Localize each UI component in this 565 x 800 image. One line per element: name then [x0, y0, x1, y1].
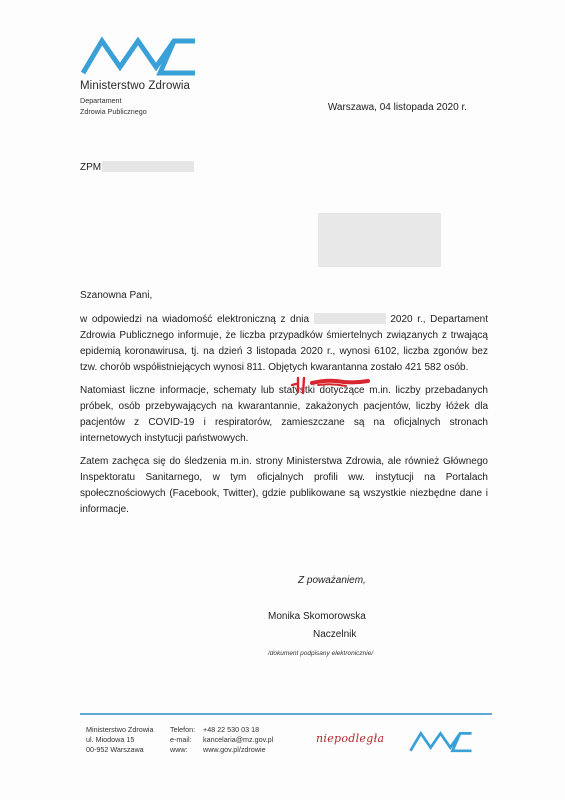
paragraph-2: Natomiast liczne informacje, schematy lub statystki dotyczące m.in. liczby przebadanych próbek, osób przebywających na kwarantannie, zakażonych pacjentów, liczby łóżek dla pacjentów z COVID-19 i respiratorów, zamieszczane są na oficjalnych stronach internetowych instytucji państwowych. — [80, 385, 488, 444]
niepodlegla-logo: niepodległa — [316, 732, 385, 745]
redaction-block — [102, 161, 194, 172]
address-redaction-block — [318, 213, 441, 267]
footer-contact-labels — [170, 725, 195, 755]
footer-city: 00-952 Warszawa — [86, 745, 144, 754]
signer-name: Monika Skomorowska — [268, 611, 366, 622]
footer-www-label: www: — [170, 745, 188, 754]
department-line-1: Departament — [80, 96, 122, 105]
footer-ministry-logo-icon — [408, 729, 474, 758]
closing: Z poważaniem, — [298, 575, 366, 586]
department-line-2: Zdrowia Publicznego — [80, 106, 147, 116]
paragraph-1-start: w odpowiedzi na wiadomość elektroniczną z dnia — [80, 314, 314, 325]
paragraph-1 — [80, 312, 488, 376]
greeting: Szanowna Pani, — [80, 290, 153, 301]
footer-email-label: e-mail: — [170, 735, 192, 744]
paragraph-1-rest: 2020 r., Departament Zdrowia Publicznego informuje, że liczba przypadków śmiertelnych związanych z trwającą epidemią koronawirusa, tj. na dzień 3 listopada 2020 r., wynosi 6102, liczba zgonów bez tzw. chorób współistniejących wynosi 811. Objętych kwarantanna zostało 421 582 osób. — [80, 314, 488, 373]
signature-note: /dokument podpisany elektronicznie/ — [268, 650, 374, 657]
date-redaction-block — [314, 313, 386, 324]
ministry-logo-icon — [80, 33, 198, 77]
letter-date: Warszawa, 04 listopada 2020 r. — [327, 102, 467, 113]
footer-org: Ministerstwo Zdrowia — [86, 725, 154, 734]
reference-number — [80, 161, 194, 173]
footer-divider — [80, 713, 492, 715]
red-underline-annotation-icon — [288, 372, 372, 403]
department-name — [80, 96, 147, 117]
ministry-name: Ministerstwo Zdrowia — [80, 80, 190, 92]
footer-address — [86, 725, 154, 755]
letter-body — [80, 312, 488, 525]
footer-street: ul. Miodowa 15 — [86, 735, 135, 744]
signer-title: Naczelnik — [313, 629, 357, 640]
footer-www: www.gov.pl/zdrowie — [203, 745, 266, 754]
footer-phone-label: Telefon: — [170, 725, 196, 734]
footer-phone: +48 22 530 03 18 — [203, 725, 260, 734]
footer-email: kancelaria@mz.gov.pl — [203, 735, 274, 744]
footer-contact-values — [203, 725, 273, 755]
paragraph-3: Zatem zachęca się do śledzenia m.in. strony Ministerstwa Zdrowia, ale również Głównego Inspektoratu Sanitarnego, w tym oficjalnych profili ww. instytucji na Portalach społecznościowych (Facebook, Twitter), gdzie publikowane są wszystkie niezbędne dane i informacje. — [80, 456, 488, 515]
reference-prefix: ZPM — [80, 162, 102, 173]
